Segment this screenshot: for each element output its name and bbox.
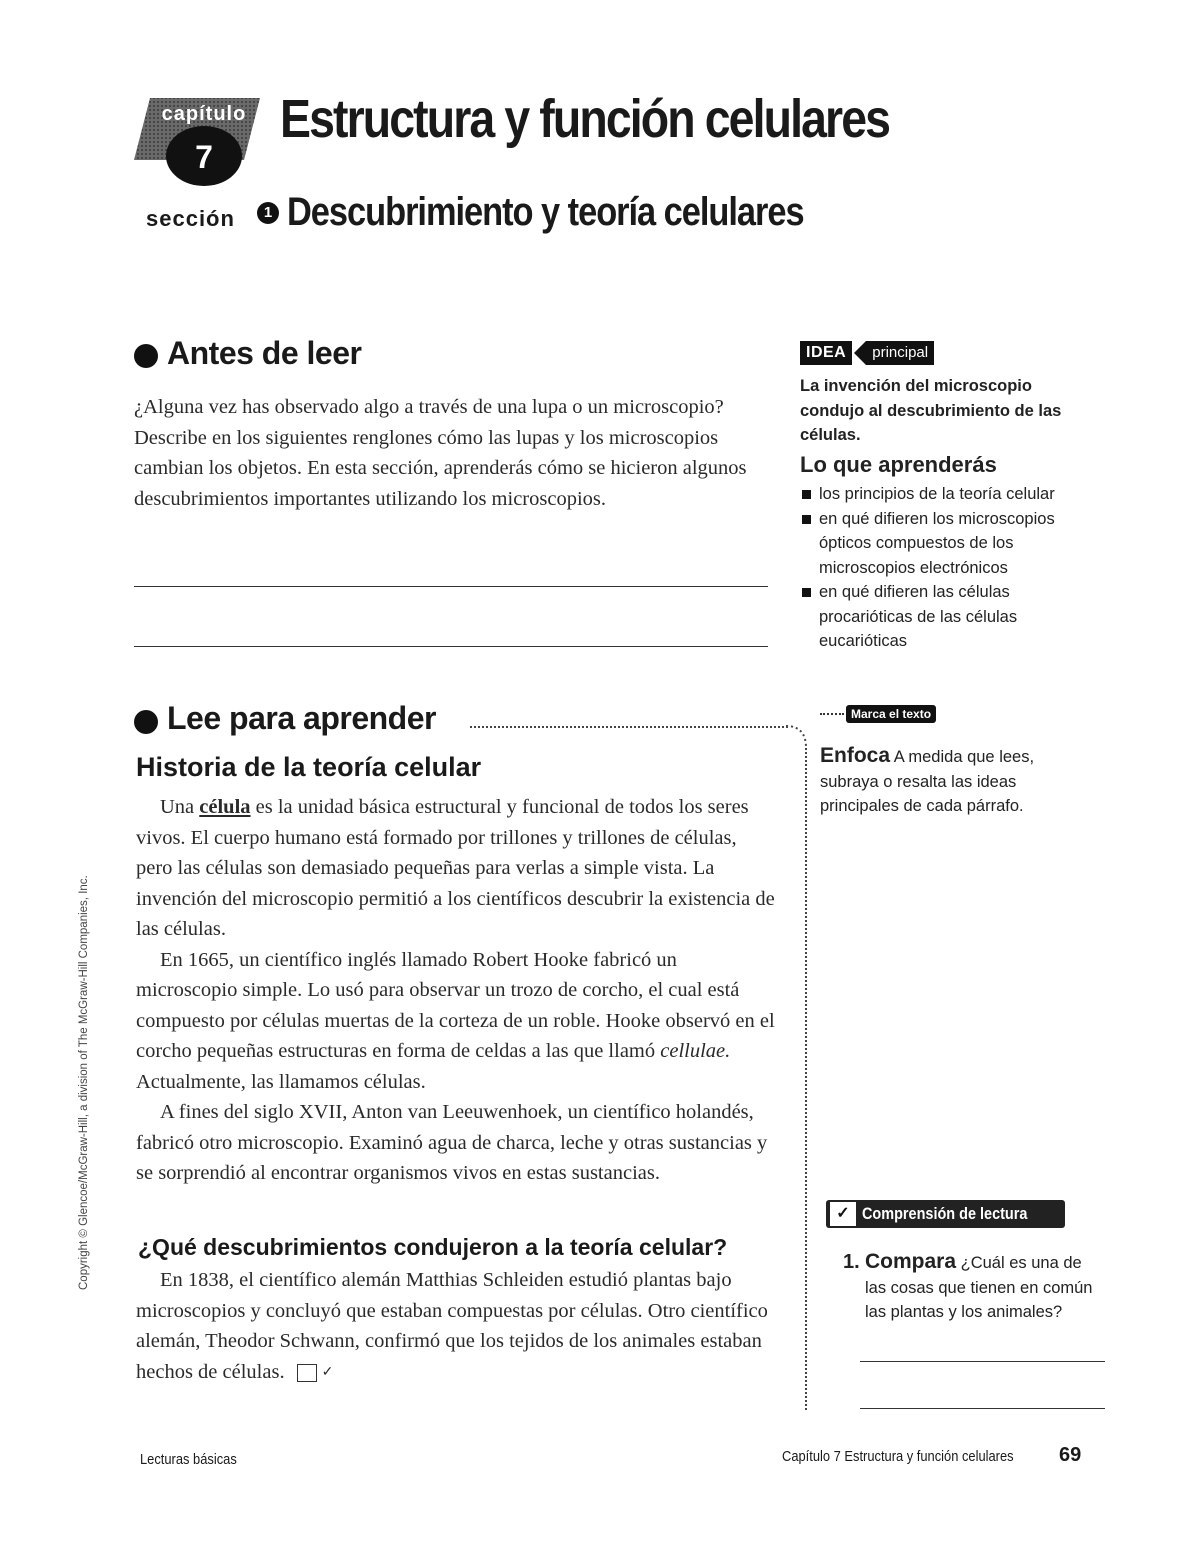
comprension-label: Comprensión de lectura — [862, 1204, 1028, 1223]
history-subheading: Historia de la teoría celular — [136, 752, 482, 782]
section-label: sección — [146, 206, 235, 231]
antes-text: ¿Alguna vez has observado algo a través de una lupa o un microscopio? Describe en los siguientes renglones cómo las lupas y los microscopios cambian los objetos. En esta sección, aprenderás cómo se hicieron algunos descubrimientos importantes utilizando los microscopios. — [134, 396, 747, 510]
learn-list — [800, 482, 1090, 654]
idea-text: La invención del microscopio condujo al descubrimiento de las células. — [800, 377, 1062, 444]
footer-left: Lecturas básicas — [140, 1451, 237, 1468]
copyright-notice: Copyright © Glencoe/McGraw-Hill, a division of The McGraw-Hill Companies, Inc. — [78, 875, 90, 1290]
dotted-divider — [470, 726, 788, 728]
idea-label: IDEA — [800, 341, 852, 365]
question-1: 1. Compara ¿Cuál es una de las cosas que tienen en común las plantas y los animales? — [843, 1250, 1093, 1321]
answer-line-4[interactable] — [860, 1408, 1105, 1409]
chapter-number: 7 — [195, 139, 213, 175]
chapter-title: Estructura y función celulares — [280, 89, 890, 149]
dotted-corner — [786, 724, 810, 750]
lee-body — [136, 792, 776, 1189]
paragraph-1: Una célula es la unidad básica estructural y funcional de todos los seres vivos. El cuerpo humano está formado por trillones y trillones de células, pero las células son demasiado pequeñas para verlas a simple vista. La invención del microscopio permitió a los científicos descubrir la existencia de las células. — [136, 796, 775, 940]
answer-line-3[interactable] — [860, 1361, 1105, 1362]
section-title: Descubrimiento y teoría celulares — [287, 190, 804, 234]
antes-heading: Antes de leer — [167, 335, 362, 371]
marca-badge — [820, 705, 936, 723]
chapter-badge — [132, 96, 262, 188]
question-heading: ¿Qué descubrimientos condujeron a la teoría celular? — [138, 1234, 728, 1260]
bullet-icon — [134, 710, 158, 734]
learn-item: en qué difieren los microscopios ópticos compuestos de los microscopios electrónicos — [800, 507, 1090, 581]
idea-principal-badge — [800, 341, 934, 365]
answer-line-1[interactable] — [134, 586, 768, 587]
answer-line-2[interactable] — [134, 646, 768, 647]
question-body — [136, 1265, 776, 1387]
lee-heading: Lee para aprender — [167, 700, 436, 736]
paragraph-3: A fines del siglo XVII, Anton van Leeuwenhoek, un científico holandés, fabricó otro microscopio. Examinó agua de charca, leche y otras sustancias y se sorprendió al encontrar organismos vivos en estas sustancias. — [136, 1101, 768, 1184]
learn-heading: Lo que aprenderás — [800, 452, 997, 477]
learn-item: los principios de la teoría celular — [800, 482, 1090, 507]
footer-right: Capítulo 7 Estructura y función celulares — [782, 1448, 1014, 1465]
term-cellulae: cellulae. — [660, 1040, 731, 1062]
comprension-badge — [826, 1200, 1065, 1228]
checkmark-icon: ✓ — [830, 1202, 856, 1226]
chevron-left-icon — [854, 341, 866, 365]
marca-label: Marca el texto — [846, 705, 936, 723]
marca-arrow-icon — [820, 713, 844, 715]
principal-label: principal — [866, 341, 934, 365]
enfoca-text: Enfoca A medida que lees, subraya o resalta las ideas principales de cada párrafo. — [820, 744, 1035, 815]
question-number: 1. — [843, 1251, 860, 1273]
dotted-vertical-divider — [805, 748, 807, 1410]
question-verb: Compara — [865, 1250, 957, 1273]
page-number: 69 — [1059, 1444, 1082, 1466]
learn-item: en qué difieren las células procarióticas de las células eucarióticas — [800, 580, 1090, 654]
section-number: 1 — [257, 202, 279, 224]
paragraph-4: En 1838, el científico alemán Matthias Schleiden estudió plantas bajo microscopios y concluyó que estaban compuestas por células. Otro científico alemán, Theodor Schwann, confirmó que los tejidos de los animales estaban hechos de células. ✓ — [136, 1269, 768, 1383]
checkmark-icon: ✓ — [297, 1364, 317, 1382]
enfoca-label: Enfoca — [820, 744, 891, 767]
chapter-label: capítulo — [161, 103, 247, 125]
bullet-icon — [134, 344, 158, 368]
term-celula: célula — [199, 796, 251, 818]
paragraph-2: En 1665, un científico inglés llamado Robert Hooke fabricó un microscopio simple. Lo usó para observar un trozo de corcho, el cual está compuesto por células muertas de la corteza de un roble. Hooke observó en el corcho pequeñas estructuras en forma de celdas a las que llamó cellulae. Actualmente, las llamamos células. — [136, 948, 775, 1093]
